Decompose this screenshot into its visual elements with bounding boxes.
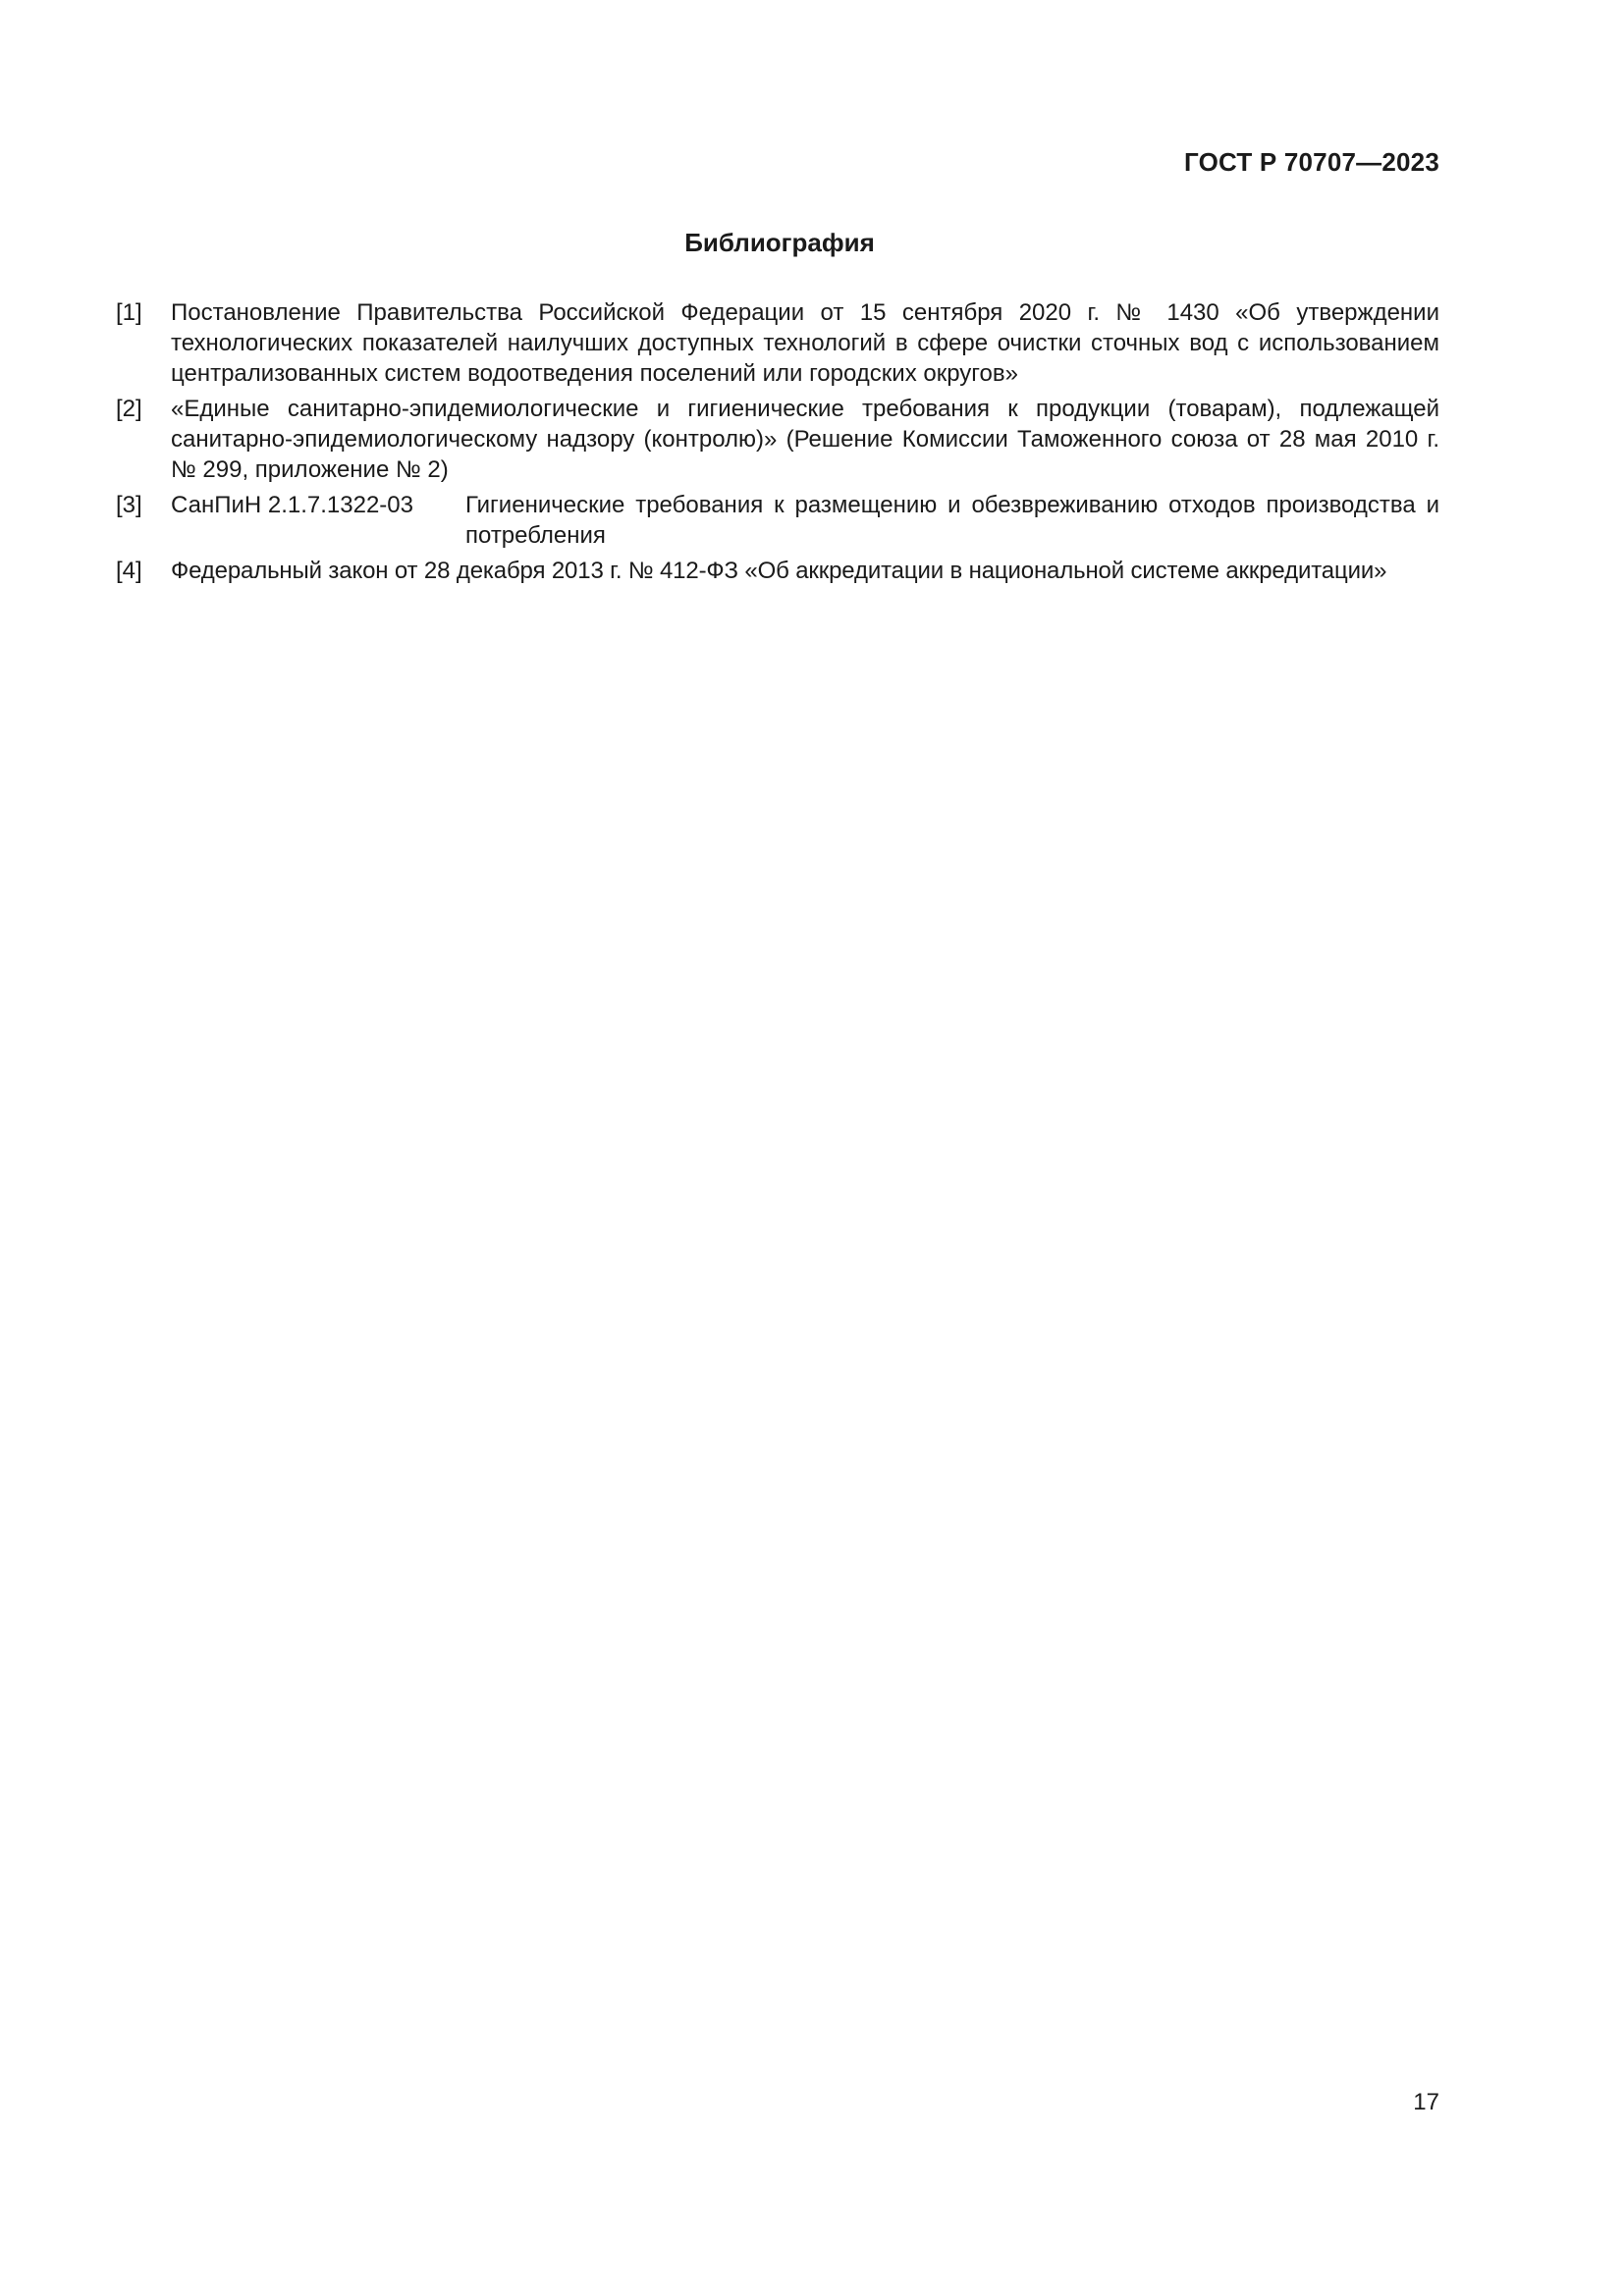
- page-number: 17: [1413, 2089, 1439, 2115]
- document-id: ГОСТ Р 70707—2023: [1184, 147, 1439, 177]
- reference-text: «Единые санитарно-эпидемиологические и гигиенические требования к продукции (товарам), подлежащей санитарно-эпидемиологическому надзору (контролю)» (Решение Комиссии Таможенного союза от 28 мая 2010 г. № 299, приложение № 2): [171, 396, 1439, 483]
- bibliography-item: [116, 556, 1439, 586]
- bibliography-item: [116, 490, 1439, 551]
- reference-number: [2]: [116, 396, 142, 422]
- reference-number: [4]: [116, 558, 142, 584]
- reference-number: [3]: [116, 492, 142, 518]
- bibliography-list: [116, 297, 1439, 591]
- section-title: Библиография: [684, 228, 875, 257]
- bibliography-item: [116, 394, 1439, 485]
- bibliography-item: [116, 297, 1439, 389]
- reference-text: Федеральный закон от 28 декабря 2013 г. № 412-ФЗ «Об аккредитации в национальной системе аккредитации»: [171, 558, 1387, 584]
- reference-text: Гигиенические требования к размещению и обезвреживанию отходов производства и потребления: [465, 492, 1439, 549]
- reference-number: [1]: [116, 299, 142, 326]
- reference-text: Постановление Правительства Российской Федерации от 15 сентября 2020 г. № 1430 «Об утверждении технологических показателей наилучших доступных технологий в сфере очистки сточных вод с использованием централизованных систем водоотведения поселений или городских округов»: [171, 299, 1439, 387]
- reference-code: СанПиН 2.1.7.1322-03: [171, 492, 413, 518]
